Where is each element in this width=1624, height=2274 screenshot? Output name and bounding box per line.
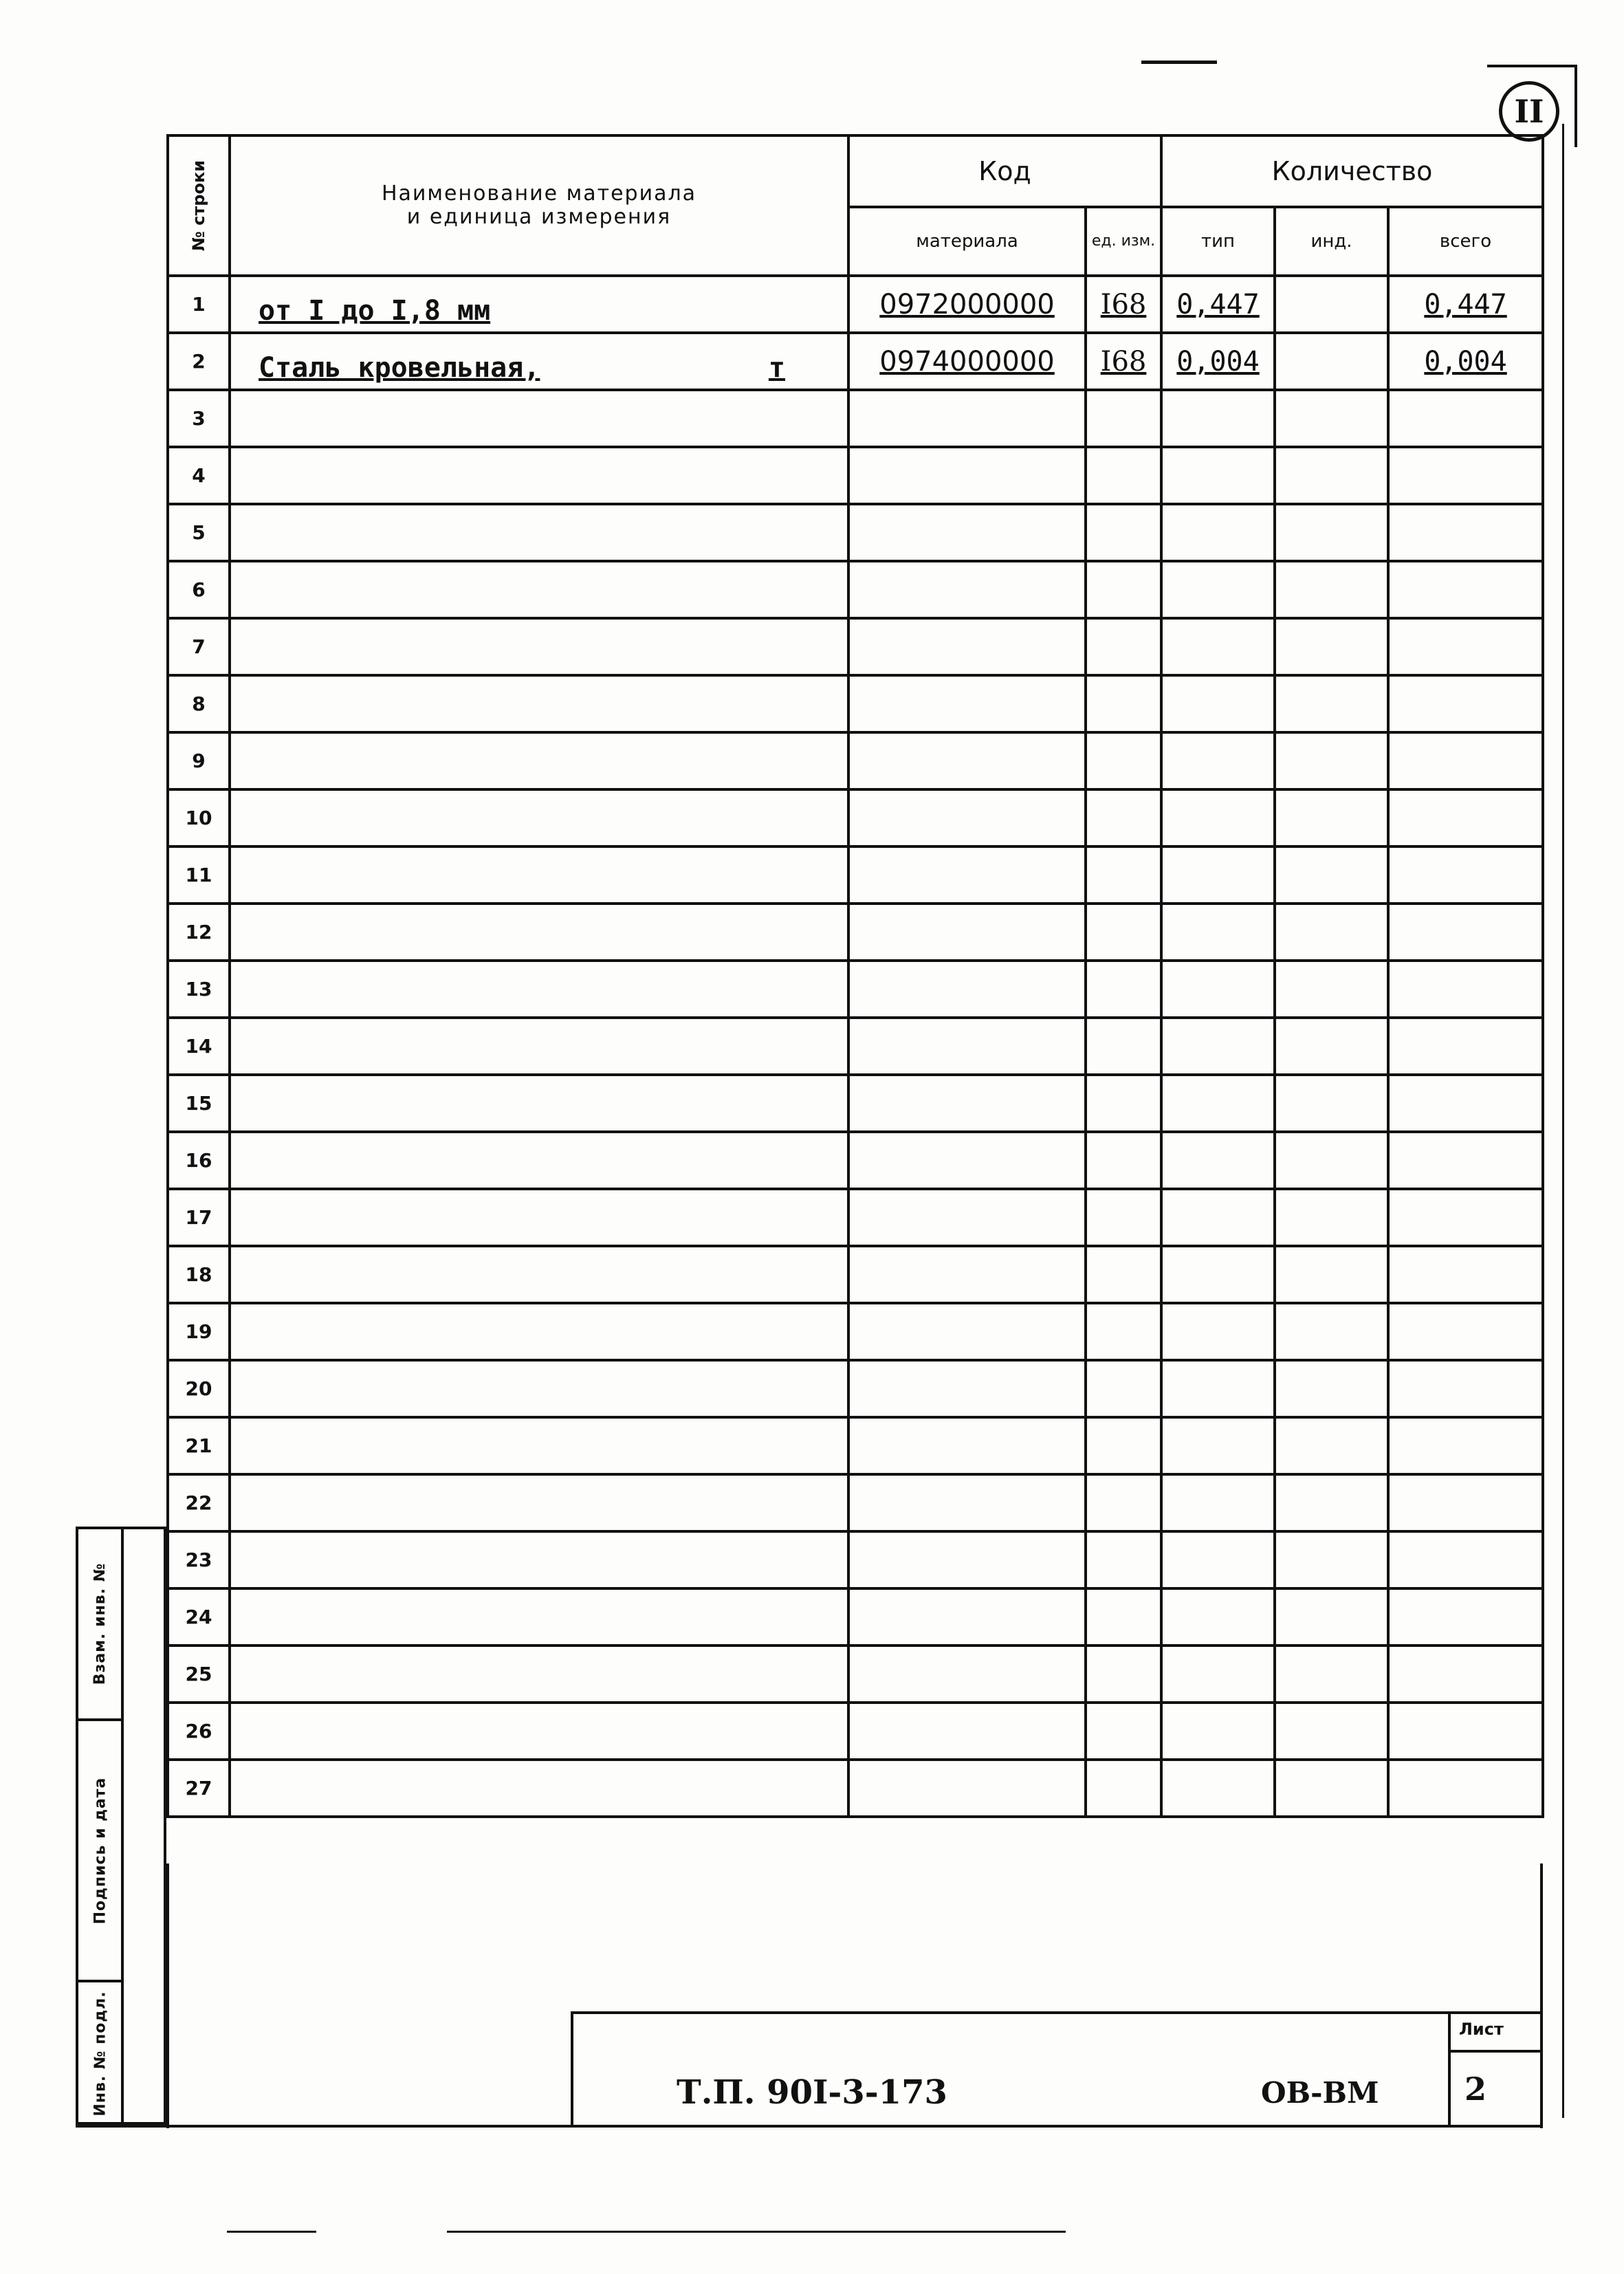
header-quantity-group: Количество [1161, 135, 1543, 207]
row-number: 14 [168, 1018, 230, 1075]
qty-type [1161, 1703, 1275, 1760]
row-number: 21 [168, 1417, 230, 1474]
material-name-cell [230, 390, 848, 447]
table-row [168, 1417, 1543, 1474]
sheet-number-circle: II [1499, 81, 1559, 142]
material-code [848, 1303, 1086, 1360]
qty-total [1388, 618, 1543, 675]
table-row [168, 675, 1543, 732]
qty-type [1161, 390, 1275, 447]
table-row [168, 904, 1543, 961]
unit-code [1086, 1760, 1161, 1817]
material-code [848, 1018, 1086, 1075]
material-code [848, 789, 1086, 846]
qty-ind [1275, 561, 1388, 618]
row-number: 9 [168, 732, 230, 789]
qty-type [1161, 732, 1275, 789]
scan-mark [1141, 61, 1217, 64]
unit-code [1086, 1531, 1161, 1588]
qty-ind [1275, 846, 1388, 904]
unit-code: I68 [1086, 276, 1161, 333]
qty-total [1388, 1703, 1543, 1760]
qty-total [1388, 961, 1543, 1018]
material-code [848, 561, 1086, 618]
qty-ind [1275, 390, 1388, 447]
qty-total [1388, 1246, 1543, 1303]
unit-code [1086, 1189, 1161, 1246]
qty-type [1161, 1303, 1275, 1360]
sheet-number: 2 [1464, 2070, 1487, 2108]
header-qty-ind: инд. [1275, 207, 1388, 276]
material-name-cell [230, 447, 848, 504]
table-row [168, 1760, 1543, 1817]
qty-total [1388, 447, 1543, 504]
side-stamp-divider [121, 1529, 124, 2122]
qty-total [1388, 1018, 1543, 1075]
qty-total [1388, 904, 1543, 961]
material-code [848, 1531, 1086, 1588]
qty-type [1161, 504, 1275, 561]
qty-type [1161, 1531, 1275, 1588]
material-name-cell [230, 1474, 848, 1531]
material-name-cell [230, 1588, 848, 1646]
unit-code [1086, 1360, 1161, 1417]
qty-total [1388, 732, 1543, 789]
qty-total [1388, 504, 1543, 561]
qty-total [1388, 1360, 1543, 1417]
frame-top-edge [1487, 65, 1577, 67]
qty-total [1388, 1075, 1543, 1132]
qty-type [1161, 1360, 1275, 1417]
qty-ind [1275, 1018, 1388, 1075]
qty-type [1161, 1075, 1275, 1132]
qty-total [1388, 1417, 1543, 1474]
material-name-cell [230, 675, 848, 732]
document-number: Т.П. 90I-3-173 [677, 2073, 947, 2112]
qty-type [1161, 618, 1275, 675]
table-row [168, 276, 1543, 333]
side-podpis-label: Подпись и дата [91, 1777, 109, 1924]
qty-type [1161, 1474, 1275, 1531]
qty-total [1388, 1588, 1543, 1646]
row-number: 16 [168, 1132, 230, 1189]
unit-code [1086, 447, 1161, 504]
material-code [848, 1360, 1086, 1417]
material-code [848, 1189, 1086, 1246]
material-code [848, 447, 1086, 504]
material-name: от I до I,8 мм [259, 294, 491, 327]
qty-ind [1275, 1075, 1388, 1132]
qty-type [1161, 961, 1275, 1018]
row-number: 17 [168, 1189, 230, 1246]
unit-code: I68 [1086, 333, 1161, 390]
material-name-cell [230, 1417, 848, 1474]
table-row [168, 561, 1543, 618]
qty-type [1161, 447, 1275, 504]
material-name-cell [230, 904, 848, 961]
side-vzam-label: Взам. инв. № [91, 1562, 109, 1685]
row-number: 25 [168, 1646, 230, 1703]
qty-total [1388, 1303, 1543, 1360]
qty-total [1388, 1646, 1543, 1703]
material-code [848, 1703, 1086, 1760]
material-code [848, 1246, 1086, 1303]
unit-code [1086, 961, 1161, 1018]
row-number: 8 [168, 675, 230, 732]
qty-ind [1275, 1646, 1388, 1703]
qty-ind [1275, 1531, 1388, 1588]
material-code [848, 1417, 1086, 1474]
frame-right-inner-border [1540, 1863, 1543, 2128]
materials-table [166, 134, 1544, 1818]
unit-code [1086, 561, 1161, 618]
row-number: 23 [168, 1531, 230, 1588]
unit-code [1086, 789, 1161, 846]
row-number: 11 [168, 846, 230, 904]
qty-ind [1275, 1588, 1388, 1646]
material-name-cell [230, 1018, 848, 1075]
table-row [168, 961, 1543, 1018]
side-stamp [76, 1527, 166, 2125]
side-inv-label: Инв. № подл. [91, 1991, 109, 2117]
qty-total [1388, 675, 1543, 732]
row-number: 27 [168, 1760, 230, 1817]
qty-ind [1275, 732, 1388, 789]
qty-total [1388, 1531, 1543, 1588]
material-name-cell [230, 1246, 848, 1303]
qty-total [1388, 1132, 1543, 1189]
table-row [168, 732, 1543, 789]
qty-type [1161, 1760, 1275, 1817]
material-name-cell [230, 1360, 848, 1417]
material-name: Сталь кровельная, [259, 351, 540, 384]
qty-type [1161, 1417, 1275, 1474]
scan-mark [227, 2231, 316, 2233]
table-row [168, 618, 1543, 675]
row-number: 12 [168, 904, 230, 961]
qty-type [1161, 675, 1275, 732]
table-row [168, 1474, 1543, 1531]
material-code: 0972000000 [848, 276, 1086, 333]
row-number: 2 [168, 333, 230, 390]
qty-total [1388, 789, 1543, 846]
unit-code [1086, 1703, 1161, 1760]
header-code-group: Код [848, 135, 1161, 207]
unit-code [1086, 618, 1161, 675]
table-row [168, 1132, 1543, 1189]
table-row [168, 1189, 1543, 1246]
material-name-cell [230, 561, 848, 618]
material-code: 0974000000 [848, 333, 1086, 390]
row-number: 15 [168, 1075, 230, 1132]
qty-total [1388, 1189, 1543, 1246]
row-number: 1 [168, 276, 230, 333]
qty-ind [1275, 1360, 1388, 1417]
qty-total [1388, 390, 1543, 447]
header-code-unit: ед. изм. [1086, 207, 1161, 276]
material-code [848, 675, 1086, 732]
table-row [168, 1303, 1543, 1360]
material-name-cell [230, 1189, 848, 1246]
material-code [848, 1132, 1086, 1189]
material-unit-symbol: т [768, 351, 785, 384]
table-row [168, 1018, 1543, 1075]
qty-type [1161, 846, 1275, 904]
material-name-cell [230, 276, 848, 333]
qty-type [1161, 1588, 1275, 1646]
qty-ind [1275, 1474, 1388, 1531]
material-code [848, 390, 1086, 447]
qty-ind [1275, 675, 1388, 732]
table-row [168, 1646, 1543, 1703]
unit-code [1086, 1132, 1161, 1189]
qty-total [1388, 1474, 1543, 1531]
table-row [168, 390, 1543, 447]
material-name-cell [230, 846, 848, 904]
material-name-cell [230, 1760, 848, 1817]
material-name-cell [230, 618, 848, 675]
qty-type: 0,004 [1161, 333, 1275, 390]
material-code [848, 1075, 1086, 1132]
title-block-divider [1448, 2014, 1451, 2125]
qty-type [1161, 1189, 1275, 1246]
material-code [848, 504, 1086, 561]
row-number: 3 [168, 390, 230, 447]
material-name-cell [230, 333, 848, 390]
row-number: 22 [168, 1474, 230, 1531]
material-name-cell [230, 1132, 848, 1189]
qty-ind [1275, 1417, 1388, 1474]
material-name-cell [230, 1075, 848, 1132]
material-name-cell [230, 732, 848, 789]
qty-ind [1275, 333, 1388, 390]
material-name-cell [230, 789, 848, 846]
qty-ind [1275, 276, 1388, 333]
unit-code [1086, 1417, 1161, 1474]
material-code [848, 1646, 1086, 1703]
qty-total [1388, 561, 1543, 618]
unit-code [1086, 1018, 1161, 1075]
material-code [848, 618, 1086, 675]
table-row [168, 447, 1543, 504]
qty-ind [1275, 789, 1388, 846]
header-qty-total: всего [1388, 207, 1543, 276]
unit-code [1086, 1303, 1161, 1360]
table-row [168, 1075, 1543, 1132]
row-number: 10 [168, 789, 230, 846]
row-number: 24 [168, 1588, 230, 1646]
qty-ind [1275, 618, 1388, 675]
qty-total: 0,004 [1388, 333, 1543, 390]
qty-total [1388, 1760, 1543, 1817]
row-number: 20 [168, 1360, 230, 1417]
row-number: 6 [168, 561, 230, 618]
material-code [848, 904, 1086, 961]
unit-code [1086, 1474, 1161, 1531]
qty-type: 0,447 [1161, 276, 1275, 333]
material-name-cell [230, 504, 848, 561]
frame-right-border [1562, 124, 1564, 2118]
row-number: 18 [168, 1246, 230, 1303]
material-name-cell [230, 1703, 848, 1760]
title-block-separator [1448, 2050, 1543, 2053]
unit-code [1086, 1588, 1161, 1646]
material-code [848, 846, 1086, 904]
table-row [168, 1246, 1543, 1303]
unit-code [1086, 732, 1161, 789]
sheet-label: Лист [1459, 2020, 1504, 2039]
qty-type [1161, 1132, 1275, 1189]
table-row [168, 846, 1543, 904]
frame-left-border [166, 1863, 169, 2128]
row-number: 5 [168, 504, 230, 561]
qty-ind [1275, 1246, 1388, 1303]
qty-type [1161, 1018, 1275, 1075]
material-code [848, 1588, 1086, 1646]
table-row [168, 333, 1543, 390]
qty-total [1388, 846, 1543, 904]
header-row-number: № строки [168, 135, 230, 276]
table-row [168, 789, 1543, 846]
qty-ind [1275, 1189, 1388, 1246]
qty-type [1161, 904, 1275, 961]
qty-type [1161, 1246, 1275, 1303]
unit-code [1086, 1075, 1161, 1132]
qty-ind [1275, 1760, 1388, 1817]
material-name-cell [230, 1531, 848, 1588]
material-name-cell [230, 1303, 848, 1360]
unit-code [1086, 1246, 1161, 1303]
material-name-cell [230, 961, 848, 1018]
unit-code [1086, 1646, 1161, 1703]
qty-ind [1275, 447, 1388, 504]
frame-bottom-border [76, 2125, 1543, 2128]
row-number: 13 [168, 961, 230, 1018]
scan-mark [447, 2231, 1066, 2233]
qty-ind [1275, 961, 1388, 1018]
unit-code [1086, 904, 1161, 961]
unit-code [1086, 675, 1161, 732]
row-number: 19 [168, 1303, 230, 1360]
material-name-cell [230, 1646, 848, 1703]
material-code [848, 1474, 1086, 1531]
qty-type [1161, 1646, 1275, 1703]
header-code-material: материала [848, 207, 1086, 276]
qty-ind [1275, 1703, 1388, 1760]
unit-code [1086, 390, 1161, 447]
row-number: 26 [168, 1703, 230, 1760]
table-row [168, 1588, 1543, 1646]
table-row [168, 504, 1543, 561]
unit-code [1086, 846, 1161, 904]
material-code [848, 961, 1086, 1018]
table-row [168, 1703, 1543, 1760]
frame-right-edge [1574, 65, 1577, 147]
header-qty-type: тип [1161, 207, 1275, 276]
qty-total: 0,447 [1388, 276, 1543, 333]
unit-code [1086, 504, 1161, 561]
qty-ind [1275, 1303, 1388, 1360]
row-number: 7 [168, 618, 230, 675]
material-code [848, 1760, 1086, 1817]
material-code [848, 732, 1086, 789]
qty-ind [1275, 904, 1388, 961]
document-mark: ОВ-ВМ [1261, 2076, 1379, 2110]
qty-ind [1275, 1132, 1388, 1189]
qty-ind [1275, 504, 1388, 561]
header-material-name: Наименование материала и единица измерения [230, 135, 848, 276]
title-block [571, 2011, 1540, 2125]
qty-type [1161, 561, 1275, 618]
table-row [168, 1531, 1543, 1588]
row-number: 4 [168, 447, 230, 504]
qty-type [1161, 789, 1275, 846]
table-row [168, 1360, 1543, 1417]
